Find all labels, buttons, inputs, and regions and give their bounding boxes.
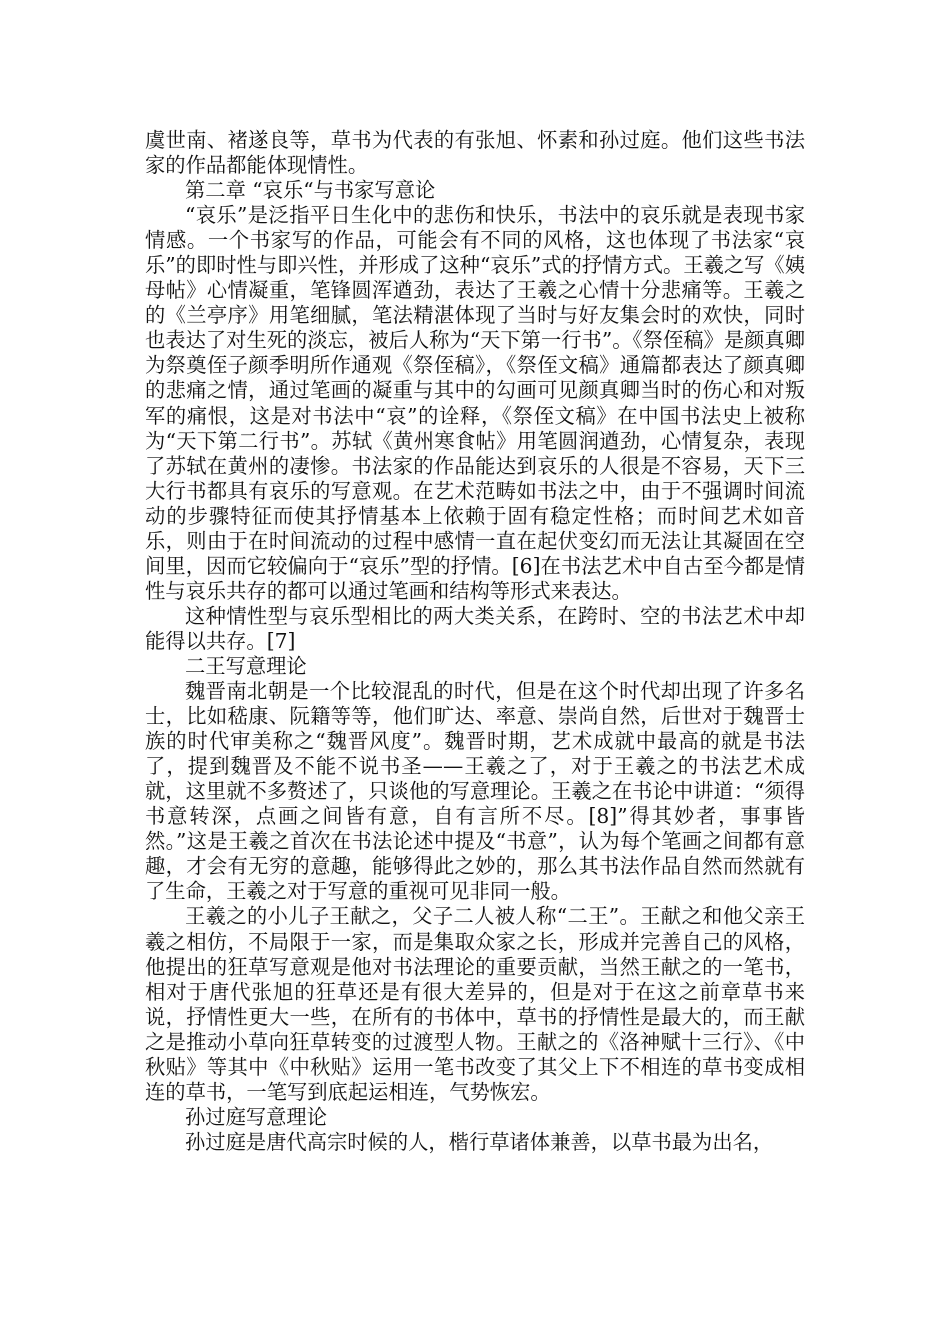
paragraph-body: 孙过庭是唐代高宗时候的人，楷行草诸体兼善，以草书最为出名， [185,1129,774,1154]
paragraph-body: 这种情性型与哀乐型相比的两大类关系，在跨时、空的书法艺术中却能得以共存。[7] [145,603,805,653]
paragraph-body: 魏晋南北朝是一个比较混乱的时代，但是在这个时代却出现了许多名士，比如嵇康、阮籍等等，他们旷达、率意、崇尚自然，后世对于魏晋士族的时代审美称之“魏晋风度”。魏晋时期，艺术成就中最高的就是书法了，提到魏晋及不能不说书圣——王羲之了，对于王羲之的书法艺术成就，这里就不多赘述了，只谈他的写意理论。王羲之在书论中讲道：“须得书意转深，点画之间皆有意，自有言所不尽。[8]”得其妙者，事事皆然。”这是王羲之首次在书法论述中提及“书意”，认为每个笔画之间都有意趣，才会有无穷的意趣，能够得此之妙的，那么其书法作品自然而然就有了生命，王羲之对于写意的重视可见非同一般。 [145,679,805,904]
paragraph-body: 王羲之的小儿子王献之，父子二人被人称“二王”。王献之和他父亲王羲之相仿，不局限于一家，而是集取众家之长，形成并完善自己的风格，他提出的狂草写意观是他对书法理论的重要贡献，当然王献之的一笔书，相对于唐代张旭的狂草还是有很大差异的，但是对于在这之前章草书来说，抒情性更大一些，在所有的书体中，草书的抒情性是最大的，而王献之是推动小草向狂草转变的过渡型人物。王献之的《洛神赋十三行》、《中秋贴》等其中《中秋贴》运用一笔书改变了其父上下不相连的草书变成相连的草书，一笔写到底起运相连，气势恢宏。 [145,904,805,1104]
section-heading: 孙过庭写意理论 [185,1104,327,1129]
section-heading: 二王写意理论 [185,653,307,678]
paragraph-body: “哀乐”是泛指平日生化中的悲伤和快乐，书法中的哀乐就是表现书家情感。一个书家写的作品，可能会有不同的风格，这也体现了书法家“哀乐”的即时性与即兴性，并形成了这种“哀乐”式的抒情方式。王羲之写《姨母帖》心情凝重，笔锋圆浑遒劲，表达了王羲之心情十分悲痛等。王羲之的《兰亭序》用笔细腻，笔法精湛体现了当时与好友集会时的欢快，同时也表达了对生死的淡忘，被后人称为“天下第一行书”。《祭侄稿》是颜真卿为祭奠侄子颜季明所作通观《祭侄稿》，《祭侄文稿》通篇都表达了颜真卿的悲痛之情，通过笔画的凝重与其中的勾画可见颜真卿当时的伤心和对叛军的痛恨，这是对书法中“哀”的诠释，《祭侄文稿》在中国书法史上被称为“天下第二行书”。苏轼《黄州寒食帖》用笔圆润遒劲，心情复杂，表现了苏轼在黄州的凄惨。书法家的作品能达到哀乐的人很是不容易，天下三大行书都具有哀乐的写意观。在艺术范畴如书法之中，由于不强调时间流动的步骤特征而使其抒情基本上依赖于固有稳定性格；而时间艺术如音乐，则由于在时间流动的过程中感情一直在起伏变幻而无法让其凝固在空间里，因而它较偏向于“哀乐”型的抒情。[6]在书法艺术中自古至今都是情性与哀乐共存的都可以通过笔画和结构等形式来表达。 [145,203,805,603]
chapter-heading: 第二章 “哀乐“与书家写意论 [185,178,436,203]
paragraph-continuation: 虞世南、褚遂良等，草书为代表的有张旭、怀素和孙过庭。他们这些书法家的作品都能体现情性。 [145,128,805,178]
document-page [145,128,805,1155]
